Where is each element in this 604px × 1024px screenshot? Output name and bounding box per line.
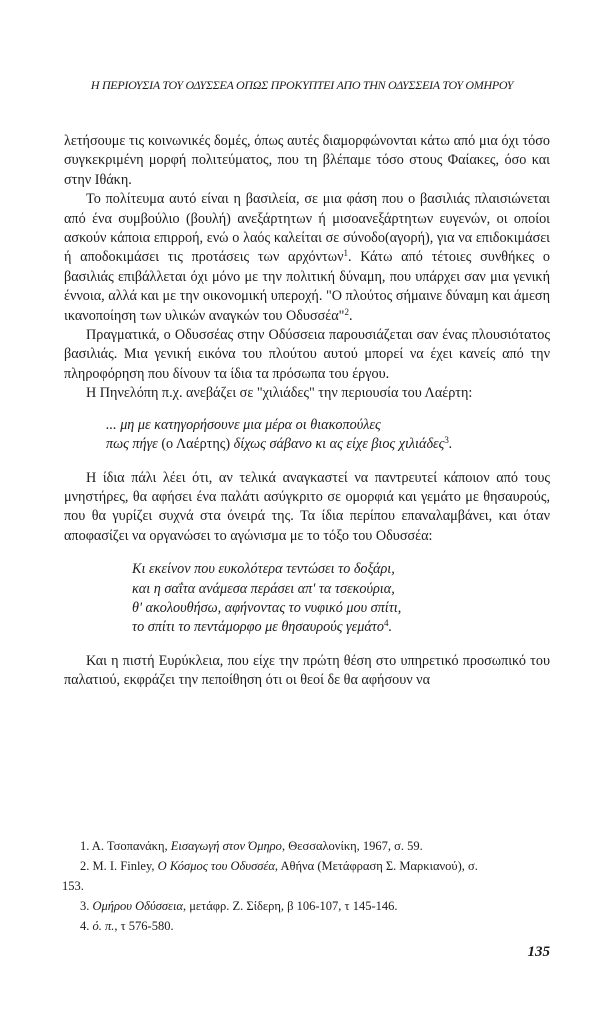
- footnote-1: [64, 836, 550, 856]
- verse-1-line-1: ... μη με κατηγορήσουνε μια μέρα οι θιακοπούλες: [106, 416, 381, 433]
- paragraph-5: Η ίδια πάλι λέει ότι, αν τελικά αναγκαστεί να παντρευτεί κάποιον από τους μνηστήρες, θα αφήσει ένα παλάτι ασύγκριτο σε ομορφιά και γεμάτο με θησαυρούς, που θα γυρίζει συχνά στα όνειρά της. Τα ίδια περίπου επαναλαμβάνει, και όταν αποφασίζει να οργανώσει το αγώνισμα με το τόξο του Οδυσσέα:: [64, 469, 550, 544]
- body-text: [64, 132, 550, 691]
- footnote-2-continuation: 153.: [62, 879, 84, 893]
- verse-quote-2: [64, 560, 550, 638]
- verse-1-line-2: πως πήγε (ο Λαέρτης) δίχως σάβανο κι ας είχε βιος χιλιάδες$^3$.: [106, 435, 453, 453]
- footnote-3: [64, 896, 550, 916]
- footnotes: [64, 836, 550, 936]
- footnote-ref-4: 4: [383, 618, 389, 629]
- verse-2-line-4-text: το σπίτι το πεντάμορφο με θησαυρούς γεμάτο: [132, 619, 384, 636]
- verse-1-line-2-b: (ο Λαέρτης): [161, 436, 231, 453]
- paragraph-6: Και η πιστή Ευρύκλεια, που είχε την πρώτη θέση στο υπηρετικό προσωπικό του παλατιού, εκφράζει την πεποίθηση ότι οι θεοί δε θα αφήσουν να: [64, 652, 550, 689]
- paragraph-2-part-a: Το πολίτευμα αυτό είναι η βασιλεία, σε μια φάση που ο βασιλιάς πλαισιώνεται από ένα συμβούλιο (βουλή) ανεξάρτητων ή μισοανεξάρτητων ευγενών, οι οποίοι ασκούν κάποια επιρροή, ενώ ο λαός καλείται σε σύνοδο(αγορή), για να επιδοκιμάσει ή αποδοκιμάσει τις προτάσεις των αρχόντων: [64, 191, 550, 266]
- footnote-2: [64, 856, 550, 876]
- verse-1-line-2-a: πως πήγε: [106, 436, 162, 453]
- verse-1-line-2-c: δίχως σάβανο κι ας είχε βιος χιλιάδες: [230, 436, 445, 453]
- verse-quote-1: [64, 416, 550, 455]
- footnote-2-c: , Αθήνα (Μετάφραση Σ. Μαρκιανού), σ.: [274, 859, 478, 873]
- footnote-4-rest: , τ 576-580.: [114, 919, 174, 933]
- footnote-3-number: 3.: [80, 899, 93, 913]
- footnote-4: [64, 916, 550, 936]
- footnote-ref-2: 2: [344, 306, 349, 317]
- footnote-3-rest: , μετάφρ. Ζ. Σίδερη, β 106-107, τ 145-146.: [182, 899, 398, 913]
- running-header: Η ΠΕΡΙΟΥΣΙΑ ΤΟΥ ΟΔΥΣΣΕΑ ΟΠΩΣ ΠΡΟΚΥΠΤΕΙ ΑΠΟ ΤΗΝ ΟΔΥΣΣΕΙΑ ΤΟΥ ΟΜΗΡΟΥ: [90, 78, 514, 92]
- footnote-ref-3: 3: [444, 435, 449, 446]
- paragraph-2-part-b: . Κάτω από τέτοιες συνθήκες ο βασιλιάς επιβάλλεται όχι μόνο με την πολιτική δύναμη, που υπάρχει σαν μια γενική έννοια, αλλά και με την οικονομική υπεροχή. "Ο πλούτος σήμαινε δύναμη και άμεση ικανοποίηση των υλικών αναγκών του Οδυσσέα": [64, 249, 550, 324]
- footnote-1-title: Εισαγωγή στον Όμηρο: [170, 839, 282, 853]
- footnote-2-a: 2. Μ. Ι. Finley,: [80, 859, 158, 873]
- footnote-1-c: , Θεσσαλονίκη, 1967, σ. 59.: [281, 839, 423, 853]
- page-number: 135: [527, 944, 550, 960]
- verse-2-line-3: θ' ακολουθήσω, αφήνοντας το νυφικό μου σπίτι,: [132, 599, 402, 616]
- paragraph-4: Η Πηνελόπη π.χ. ανεβάζει σε "χιλιάδες" την περιουσία του Λαέρτη:: [86, 385, 473, 402]
- verse-2-line-4: το σπίτι το πεντάμορφο με θησαυρούς γεμάτο$^4$.: [132, 618, 392, 636]
- footnote-4-number: 4.: [80, 919, 93, 933]
- footnote-4-op-cit: ό. π.: [92, 919, 115, 933]
- footnote-1-a: 1. Α. Τσοπανάκη,: [80, 839, 171, 853]
- paragraph-1: λετήσουμε τις κοινωνικές δομές, όπως αυτές διαμορφώνονται κάτω από μια όχι τόσο συγκεκριμένη μορφή πολιτεύματος, που τη βλέπαμε τόσο στους Φαίακες, όσο και στην Ιθάκη.: [64, 133, 550, 188]
- paragraph-2-part-c: .: [348, 307, 353, 324]
- footnote-ref-1: 1: [343, 248, 348, 259]
- footnote-2-title: Ο Κόσμος του Οδυσσέα: [157, 859, 275, 873]
- paragraph-3: Πραγματικά, ο Οδυσσέας στην Οδύσσεια παρουσιάζεται σαν ένας πλουσιότατος βασιλιάς. Μια γενική εικόνα του πλούτου αυτού μπορεί να έχει κανείς από την πληροφόρηση που δίνουν τα ίδια τα πρόσωπα του έργου.: [64, 327, 550, 382]
- paragraph-2: [64, 190, 550, 326]
- footnote-3-title: Ομήρου Οδύσσεια: [92, 899, 183, 913]
- verse-2-line-1: Κι εκείνον που ευκολότερα τεντώσει το δοξάρι,: [132, 561, 395, 578]
- verse-2-line-2: και η σαΐτα ανάμεσα περάσει απ' τα τσεκούρια,: [132, 580, 395, 597]
